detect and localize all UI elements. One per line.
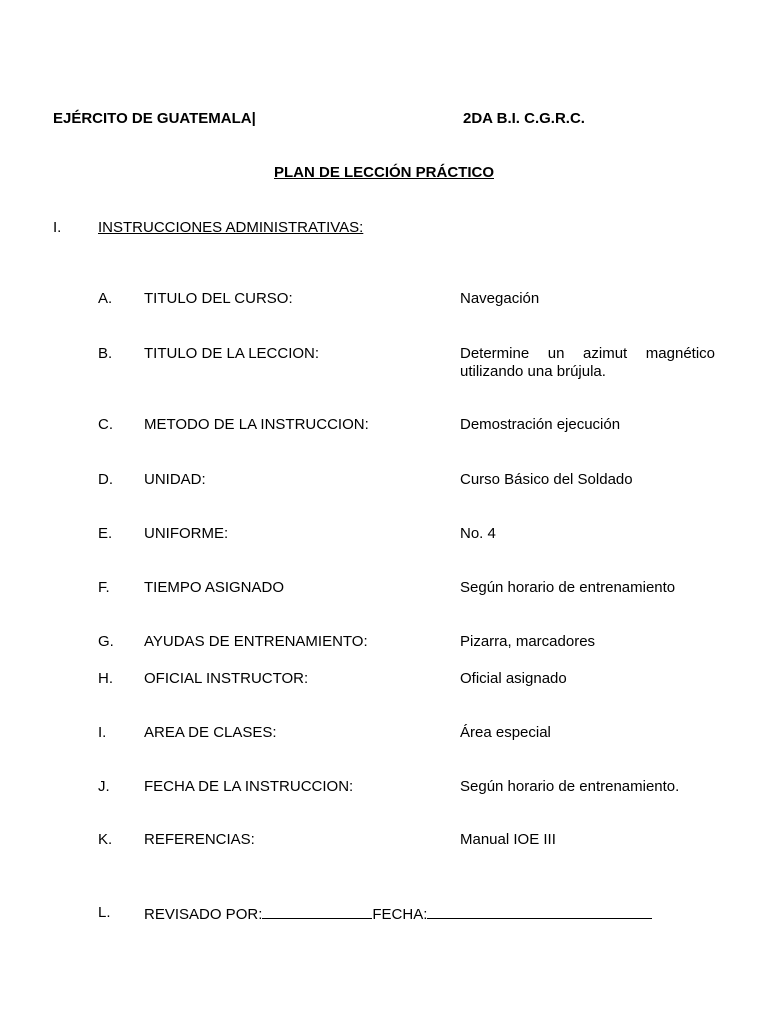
review-letter: L. [98,904,111,921]
item-letter: D. [98,471,113,488]
item-value: Determine un azimut magnético utilizando una brújula. [460,345,715,380]
item-label: TITULO DE LA LECCION: [144,345,320,362]
item-label: AREA DE CLASES: [144,724,277,741]
item-value: Navegación [460,290,540,307]
item-value: No. 4 [460,525,496,542]
section-heading: INSTRUCCIONES ADMINISTRATIVAS: [98,219,364,236]
item-value: Manual IOE III [460,831,556,848]
item-letter: E. [98,525,113,542]
item-label: UNIFORME: [144,525,229,542]
page-title: PLAN DE LECCIÓN PRÁCTICO [273,164,494,181]
item-letter: I. [98,724,107,741]
header-right: 2DA B.I. C.G.R.C. [463,110,585,127]
item-letter: H. [98,670,113,687]
item-letter: K. [98,831,113,848]
item-label: REFERENCIAS: [144,831,255,848]
item-letter: C. [98,416,113,433]
item-value: Oficial asignado [460,670,567,687]
item-value: Demostración ejecución [460,416,621,433]
item-label: OFICIAL INSTRUCTOR: [144,670,309,687]
date-label: FECHA: [372,906,428,923]
item-letter: A. [98,290,113,307]
revised-by-blank[interactable] [262,904,372,919]
item-letter: J. [98,778,110,795]
review-row [144,904,652,924]
date-blank[interactable] [427,904,652,919]
item-letter: G. [98,633,114,650]
section-number: I. [53,219,62,236]
item-value: Pizarra, marcadores [460,633,596,650]
item-value: Según horario de entrenamiento [460,579,676,596]
item-letter: B. [98,345,113,362]
header-left: EJÉRCITO DE GUATEMALA| [53,110,256,127]
item-value: Curso Básico del Soldado [460,471,633,488]
item-label: TIEMPO ASIGNADO [144,579,285,596]
item-label: METODO DE LA INSTRUCCION: [144,416,369,433]
item-value: Según horario de entrenamiento. [460,778,680,795]
item-label: FECHA DE LA INSTRUCCION: [144,778,354,795]
item-value: Área especial [460,724,551,741]
revised-by-label: REVISADO POR: [144,906,263,923]
item-label: TITULO DEL CURSO: [144,290,293,307]
item-label: UNIDAD: [144,471,206,488]
item-label: AYUDAS DE ENTRENAMIENTO: [144,633,368,650]
item-letter: F. [98,579,110,596]
